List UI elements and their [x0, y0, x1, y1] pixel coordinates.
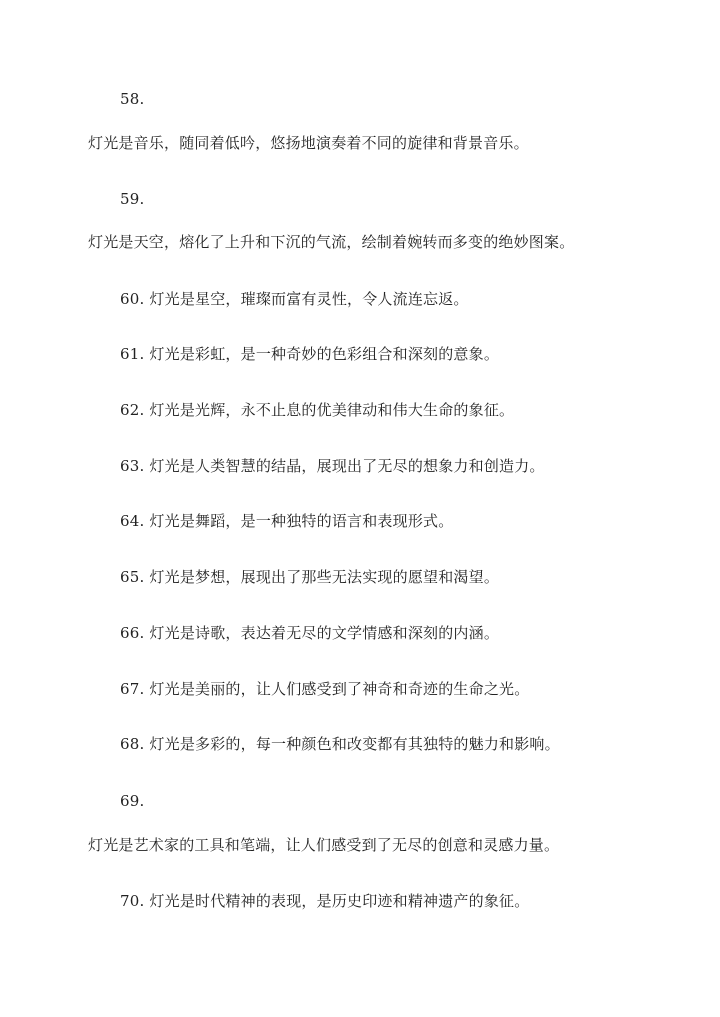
- entry-59-number: 59.: [120, 190, 145, 208]
- entry-58-text: 灯光是音乐，随同着低吟，悠扬地演奏着不同的旋律和背景音乐。: [88, 134, 529, 152]
- entry-69-text: 灯光是艺术家的工具和笔端，让人们感受到了无尽的创意和灵感力量。: [88, 836, 560, 854]
- entry-67: 67. 灯光是美丽的，让人们感受到了神奇和奇迹的生命之光。: [120, 680, 530, 698]
- entry-62: 62. 灯光是光辉，永不止息的优美律动和伟大生命的象征。: [120, 401, 515, 419]
- entry-65: 65. 灯光是梦想，展现出了那些无法实现的愿望和渴望。: [120, 568, 500, 586]
- entry-58-number: 58.: [120, 90, 145, 108]
- entry-68: 68. 灯光是多彩的，每一种颜色和改变都有其独特的魅力和影响。: [120, 735, 560, 753]
- entry-69-number: 69.: [120, 792, 145, 810]
- entry-59-text: 灯光是天空，熔化了上升和下沉的气流，绘制着婉转而多变的绝妙图案。: [88, 233, 575, 251]
- entry-60: 60. 灯光是星空，璀璨而富有灵性，令人流连忘返。: [120, 290, 469, 308]
- entry-66: 66. 灯光是诗歌，表达着无尽的文学情感和深刻的内涵。: [120, 624, 500, 642]
- entry-64: 64. 灯光是舞蹈，是一种独特的语言和表现形式。: [120, 512, 454, 530]
- entry-61: 61. 灯光是彩虹，是一种奇妙的色彩组合和深刻的意象。: [120, 345, 500, 363]
- entry-70: 70. 灯光是时代精神的表现，是历史印迹和精神遗产的象征。: [120, 892, 530, 910]
- entry-63: 63. 灯光是人类智慧的结晶，展现出了无尽的想象力和创造力。: [120, 457, 545, 475]
